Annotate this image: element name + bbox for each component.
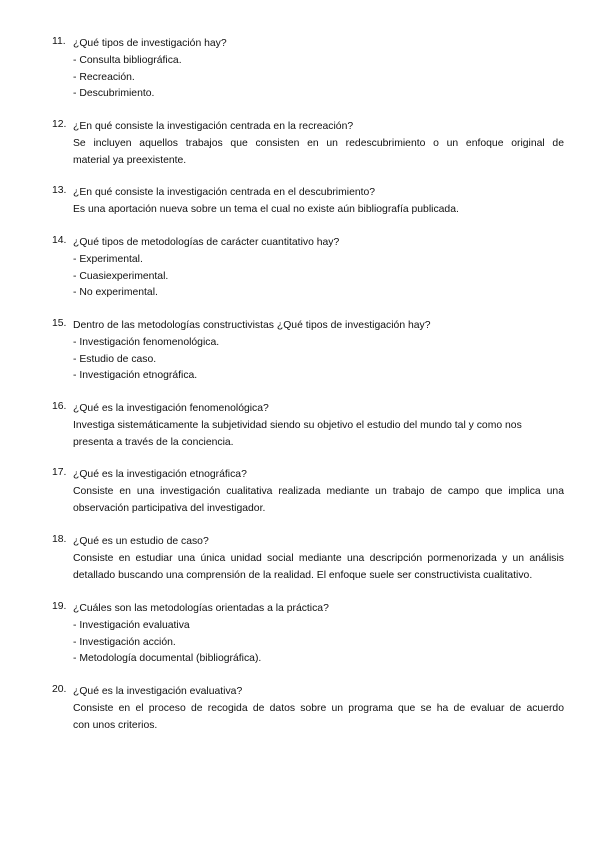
question-number: 13. xyxy=(52,185,67,196)
question-number: 15. xyxy=(52,318,67,329)
answer-line: - Investigación acción. xyxy=(73,636,176,648)
question-11 xyxy=(52,36,564,103)
question-text: ¿Qué tipos de metodologías de carácter cuantitativo hay? xyxy=(73,237,340,248)
question-text: ¿Cuáles son las metodologías orientadas a la práctica? xyxy=(73,603,329,614)
answer-line: - Investigación evaluativa xyxy=(73,619,190,631)
question-text: ¿En qué consiste la investigación centrada en la recreación? xyxy=(73,121,354,132)
question-14 xyxy=(52,235,564,302)
answer-line: - Consulta bibliográfica. xyxy=(73,54,182,66)
question-number: 20. xyxy=(52,684,67,695)
answer-line: - Cuasiexperimental. xyxy=(73,270,169,282)
answer-line: - Experimental. xyxy=(73,253,143,265)
answer-line: Consiste en estudiar una única unidad social mediante una descripción pormenorizada y un análisis xyxy=(73,552,564,564)
question-number: 18. xyxy=(52,534,67,545)
question-20 xyxy=(52,684,564,734)
question-16 xyxy=(52,401,564,451)
answer-line: - Metodología documental (bibliográfica). xyxy=(73,653,262,665)
question-number: 11. xyxy=(52,36,66,47)
question-15 xyxy=(52,318,564,385)
question-18 xyxy=(52,534,564,584)
answer-line: observación participativa del investigador. xyxy=(73,502,266,514)
answer-line: Consiste en el proceso de recogida de datos sobre un programa que se ha de evaluar de acuerdo xyxy=(73,702,564,714)
question-12 xyxy=(52,119,564,169)
question-number: 19. xyxy=(52,601,67,612)
answer-line: detallado buscando una comprensión de la realidad. El enfoque suele ser constructivista cualitativo. xyxy=(73,569,533,581)
answer-line: Investiga sistemáticamente la subjetividad siendo su objetivo el estudio del mundo tal y como nos xyxy=(73,419,522,431)
answer-line: - Investigación fenomenológica. xyxy=(73,336,220,348)
question-17 xyxy=(52,467,564,517)
answer-line: con unos criterios. xyxy=(73,719,158,731)
question-text: ¿Qué es la investigación evaluativa? xyxy=(73,686,243,697)
question-number: 17. xyxy=(52,467,67,478)
answer-line: Se incluyen aquellos trabajos que consisten en un redescubrimiento o un enfoque original de xyxy=(73,137,564,149)
question-text: ¿En qué consiste la investigación centrada en el descubrimiento? xyxy=(73,187,376,198)
question-13 xyxy=(52,185,564,219)
question-19 xyxy=(52,601,564,668)
answer-line: - Recreación. xyxy=(73,71,135,83)
answer-line: material ya preexistente. xyxy=(73,154,187,166)
question-text: ¿Qué tipos de investigación hay? xyxy=(73,38,227,49)
answer-line: presenta a través de la conciencia. xyxy=(73,436,234,448)
question-number: 16. xyxy=(52,401,67,412)
answer-line: - Estudio de caso. xyxy=(73,353,157,365)
question-number: 12. xyxy=(52,119,67,130)
answer-line: Consiste en una investigación cualitativa realizada mediante un trabajo de campo que implica una xyxy=(73,485,564,497)
question-text: Dentro de las metodologías constructivistas ¿Qué tipos de investigación hay? xyxy=(73,320,431,331)
answer-line: Es una aportación nueva sobre un tema el cual no existe aún bibliografía publicada. xyxy=(73,203,459,215)
question-number: 14. xyxy=(52,235,67,246)
answer-line: - No experimental. xyxy=(73,287,158,299)
question-text: ¿Qué es un estudio de caso? xyxy=(73,536,209,547)
question-text: ¿Qué es la investigación etnográfica? xyxy=(73,469,247,480)
answer-line: - Descubrimiento. xyxy=(73,88,155,100)
question-text: ¿Qué es la investigación fenomenológica? xyxy=(73,403,269,414)
answer-line: - Investigación etnográfica. xyxy=(73,370,198,382)
